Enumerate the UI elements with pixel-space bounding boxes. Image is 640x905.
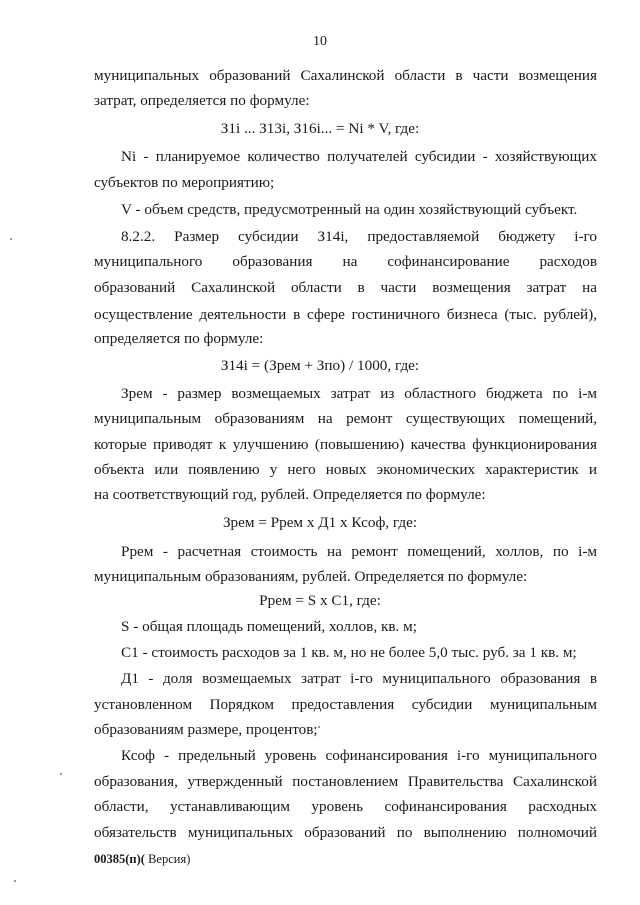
text-line: субъектов по мероприятию; [94,174,275,191]
text-line: муниципальных образований Сахалинской области в части возмещения [94,67,597,84]
formula: З1i ... З13i, З16i... = Ni * V, где: [220,120,420,137]
text-line: муниципальным образованиям на ремонт существующих помещений, [94,410,597,427]
text-line: объекта или появлению у него новых экономических характеристик и [94,461,597,478]
formula: Зрем = Ррем х Д1 х Ксоф, где: [222,514,418,531]
text-line: Д1 - доля возмещаемых затрат i-го муниципального образования в [121,670,597,687]
text-line: на соответствующий год, рублей. Определяется по формуле: [94,486,486,503]
text-line: 8.2.2. Размер субсидии З14i, предоставляемой бюджету i-го [121,228,597,245]
page-number: 10 [313,34,327,49]
text-line: Зрем - размер возмещаемых затрат из областного бюджета по i-м [121,385,597,402]
document-code: 00385(п)( [94,852,145,866]
scan-speck [60,773,62,775]
text-line: определяется по формуле: [94,330,264,347]
formula: Ррем = S х С1, где: [259,592,381,609]
text-line: муниципальным образованиям, рублей. Определяется по формуле: [94,568,528,585]
scan-speck [318,726,320,728]
text-line: которые приводят к улучшению (повышению) качества функционирования [94,436,597,453]
text-line: С1 - стоимость расходов за 1 кв. м, но не более 5,0 тыс. руб. за 1 кв. м; [121,644,577,661]
text-line: образования, утвержденный постановлением Правительства Сахалинской [94,773,597,790]
text-line: установленном Порядком предоставления субсидии муниципальным [94,696,597,713]
text-line: области, устанавливающим уровень софинансирования расходных [94,798,597,815]
text-line: Ррем - расчетная стоимость на ремонт помещений, холлов, по i-м [121,543,597,560]
text-line: образованиям размере, процентов; [94,721,318,738]
version-label: Версия) [144,852,191,866]
document-footer [94,852,190,867]
scan-speck [14,880,16,882]
text-line: образований Сахалинской области в части возмещения затрат на [94,279,597,296]
text-line: обязательств муниципальных образований по выполнению полномочий [94,824,597,841]
text-line: муниципального образования на софинансирование расходов [94,253,597,270]
text-line: Ксоф - предельный уровень софинансирования i-го муниципального [121,747,597,764]
scan-speck [10,238,12,240]
formula: З14i = (Зрем + Зпо) / 1000, где: [220,357,420,374]
text-line: S - общая площадь помещений, холлов, кв. м; [121,618,417,635]
text-line: V - объем средств, предусмотренный на один хозяйствующий субъект. [121,201,578,218]
text-line: Ni - планируемое количество получателей субсидии - хозяйствующих [121,148,597,165]
text-line: затрат, определяется по формуле: [94,92,310,109]
text-line: осуществление деятельности в сфере гостиничного бизнеса (тыс. рублей), [94,306,597,323]
